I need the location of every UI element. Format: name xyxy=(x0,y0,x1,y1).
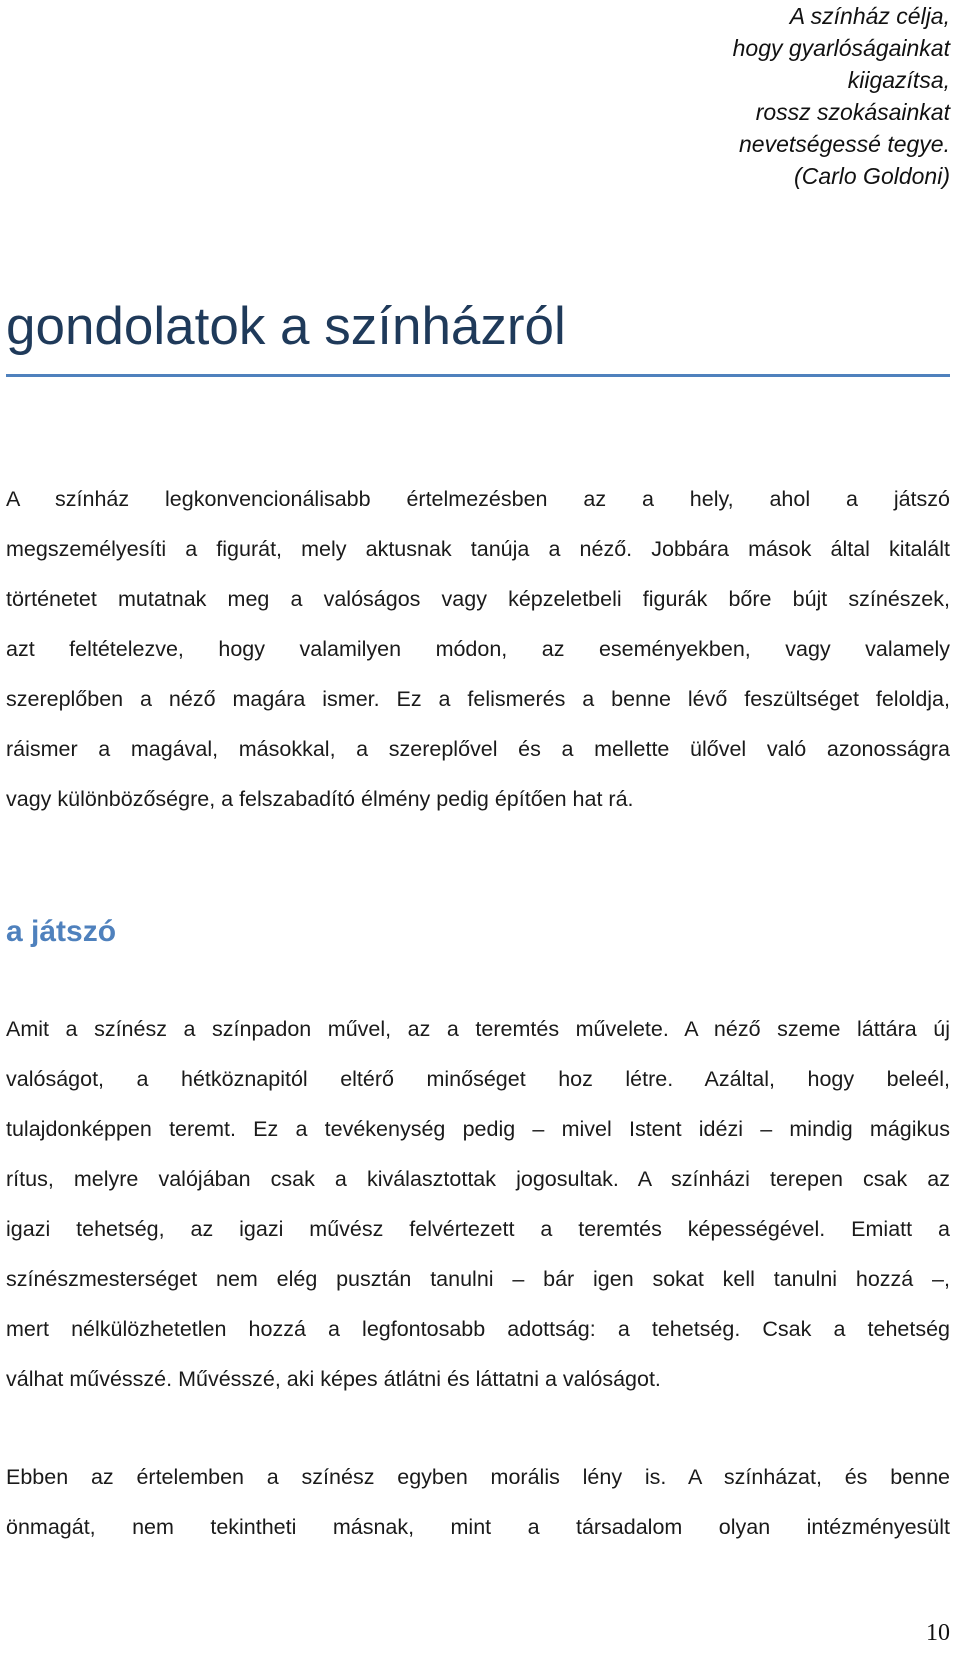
page-title: gondolatok a színházról xyxy=(6,297,566,356)
paragraph-actor xyxy=(6,1004,950,1404)
paragraph-line: igazi tehetség, az igazi művész felvértezett a teremtés képességével. Emiatt a xyxy=(6,1217,950,1241)
paragraph-line: válhat művésszé. Művésszé, aki képes átlátni és láttatni a valóságot. xyxy=(6,1367,661,1391)
paragraph-line: színészmesterséget nem elég pusztán tanulni – bár igen sokat kell tanulni hozzá –, xyxy=(6,1267,950,1291)
paragraph-line: önmagát, nem tekintheti másnak, mint a társadalom olyan intézményesült xyxy=(6,1515,950,1539)
paragraph-line: történetet mutatnak meg a valóságos vagy képzeletbeli figurák bőre bújt színészek, xyxy=(6,587,950,611)
paragraph-line: valóságot, a hétköznapitól eltérő minőséget hoz létre. Azáltal, hogy beleél, xyxy=(6,1067,950,1091)
paragraph-moral xyxy=(6,1452,950,1552)
epigraph-line: rossz szokásainkat xyxy=(755,99,950,125)
title-underline xyxy=(6,374,950,377)
paragraph-line: Ebben az értelemben a színész egyben morális lény is. A színházat, és benne xyxy=(6,1465,950,1489)
paragraph-line: Amit a színész a színpadon művel, az a teremtés művelete. A néző szeme láttára új xyxy=(6,1017,950,1041)
page-number: 10 xyxy=(926,1620,950,1646)
paragraph-intro xyxy=(6,474,950,824)
paragraph-line: mert nélkülözhetetlen hozzá a legfontosabb adottság: a tehetség. Csak a tehetség xyxy=(6,1317,950,1341)
epigraph-line: nevetségessé tegye. xyxy=(739,131,950,157)
paragraph-line: tulajdonképpen teremt. Ez a tevékenység pedig – mivel Istent idézi – mindig mágikus xyxy=(6,1117,950,1141)
paragraph-line: ráismer a magával, másokkal, a szereplővel és a mellette ülővel való azonosságra xyxy=(6,737,950,761)
epigraph-attribution: (Carlo Goldoni) xyxy=(794,163,950,189)
paragraph-line: megszemélyesíti a figurát, mely aktusnak tanúja a néző. Jobbára mások által kitalált xyxy=(6,537,950,561)
epigraph-quote xyxy=(530,0,950,192)
paragraph-line: szereplőben a néző magára ismer. Ez a felismerés a benne lévő feszültséget feloldja, xyxy=(6,687,950,711)
epigraph-line: kiigazítsa, xyxy=(847,67,950,93)
epigraph-line: hogy gyarlóságainkat xyxy=(732,35,950,61)
paragraph-line: vagy különbözőségre, a felszabadító élmény pedig építően hat rá. xyxy=(6,787,634,811)
paragraph-line: A színház legkonvencionálisabb értelmezésben az a hely, ahol a játszó xyxy=(6,487,950,511)
epigraph-line: A színház célja, xyxy=(789,3,950,29)
paragraph-line: azt feltételezve, hogy valamilyen módon, az eseményekben, vagy valamely xyxy=(6,637,950,661)
section-heading: a játszó xyxy=(6,915,117,948)
paragraph-line: rítus, melyre valójában csak a kiválasztottak jogosultak. A színházi terepen csak az xyxy=(6,1167,950,1191)
